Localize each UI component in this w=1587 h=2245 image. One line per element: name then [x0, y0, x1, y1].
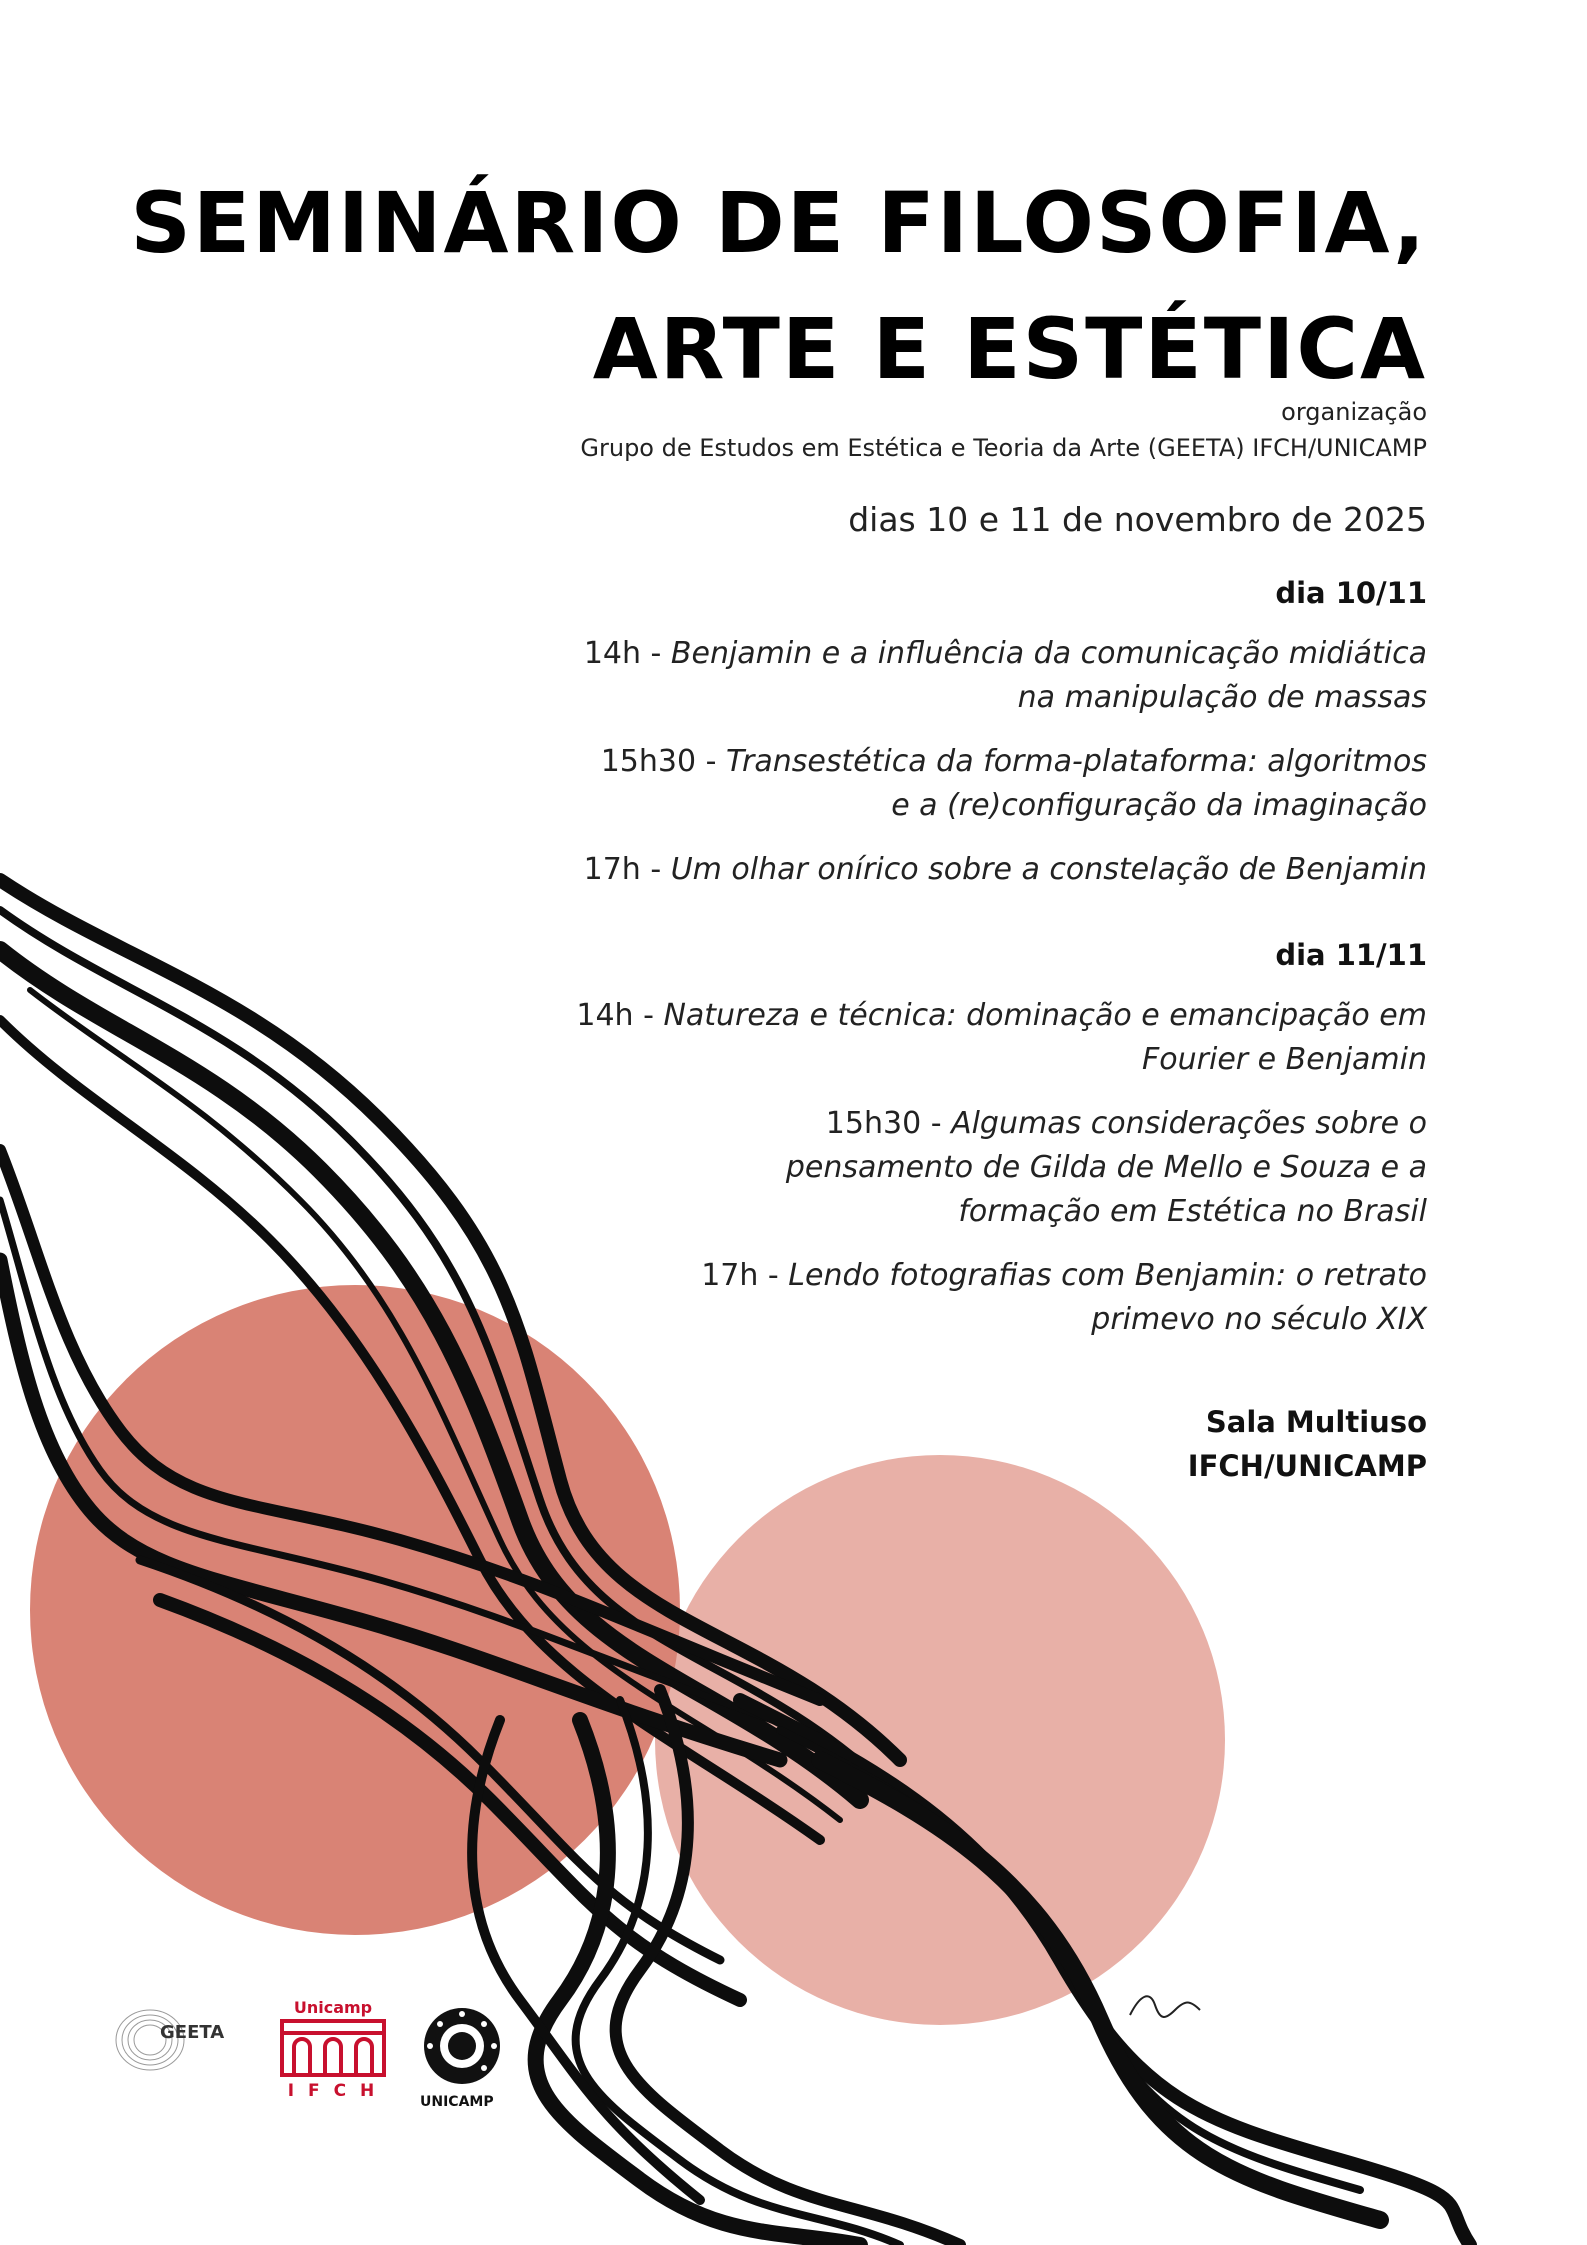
talk-title-line: na manipulação de massas	[1017, 680, 1427, 715]
organization-name: Grupo de Estudos em Estética e Teoria da Arte (GEETA) IFCH/UNICAMP	[580, 434, 1427, 462]
talk-title-line: formação em Estética no Brasil	[958, 1194, 1427, 1229]
talk-title-line: Algumas considerações sobre o	[951, 1106, 1427, 1141]
talk-time: 17h	[583, 852, 641, 887]
day-1-heading: dia 10/11	[1275, 576, 1427, 610]
ifch-logo	[278, 1998, 388, 2110]
ifch-logo-top-text: Unicamp	[293, 1998, 373, 2017]
talk-time: 14h	[583, 636, 641, 671]
ifch-logo-bottom-text: I F C H	[287, 2081, 379, 2101]
venue-room: Sala Multiuso	[1205, 1405, 1427, 1439]
talk-title-line: Um olhar onírico sobre a constelação de Benjamin	[670, 852, 1427, 887]
talk-title-line: Fourier e Benjamin	[1142, 1042, 1427, 1077]
title-line-1: SEMINÁRIO DE FILOSOFIA,	[130, 174, 1427, 272]
unicamp-logo	[420, 2004, 520, 2114]
light-pink-circle	[655, 1455, 1225, 2025]
day-2-talk-2: 15h30 - Algumas considerações sobre o pensamento de Gilda de Mello e Souza e a formação em Estética no Brasil	[785, 1106, 1427, 1229]
day-2-talk-1: 14h - Natureza e técnica: dominação e emancipação em Fourier e Benjamin	[576, 998, 1427, 1077]
event-title	[127, 160, 1427, 412]
talk-time: 17h	[701, 1258, 759, 1293]
artist-signature	[1130, 1996, 1200, 2017]
talk-title-line: Benjamin e a influência da comunicação midiática	[670, 636, 1427, 671]
venue-institute: IFCH/UNICAMP	[1187, 1449, 1427, 1483]
day-2-heading: dia 11/11	[1275, 938, 1427, 972]
geeta-logo	[108, 2004, 225, 2074]
talk-time: 15h30	[825, 1106, 922, 1141]
unicamp-emblem-icon	[420, 2004, 520, 2086]
talk-title-line: pensamento de Gilda de Mello e Souza e a	[785, 1150, 1427, 1185]
talk-time: 15h30	[600, 744, 697, 779]
talk-title-line: primevo no século XIX	[1091, 1302, 1427, 1337]
day-2-talk-3: 17h - Lendo fotografias com Benjamin: o retrato primevo no século XIX	[701, 1258, 1427, 1337]
day-1-talk-2: 15h30 - Transestética da forma-plataforma: algoritmos e a (re)configuração da imaginação	[600, 744, 1427, 823]
venue	[1188, 1400, 1427, 1488]
event-dates: dias 10 e 11 de novembro de 2025	[848, 500, 1427, 539]
organization-label: organização	[1281, 398, 1427, 426]
geeta-logo-text: GEETA	[160, 2022, 225, 2043]
talk-title-line: Lendo fotografias com Benjamin: o retrato	[788, 1258, 1427, 1293]
talk-title-line: e a (re)configuração da imaginação	[891, 788, 1427, 823]
talk-time: 14h	[576, 998, 634, 1033]
ifch-building-icon	[278, 2017, 388, 2077]
title-line-2: ARTE E ESTÉTICA	[592, 300, 1427, 398]
day-1-talk-3: 17h - Um olhar onírico sobre a constelação de Benjamin	[583, 852, 1427, 887]
unicamp-logo-text: UNICAMP	[420, 2094, 494, 2110]
day-1-talk-1: 14h - Benjamin e a influência da comunicação midiática na manipulação de massas	[583, 636, 1427, 715]
talk-title-line: Transestética da forma-plataforma: algoritmos	[726, 744, 1427, 779]
talk-title-line: Natureza e técnica: dominação e emancipação em	[663, 998, 1427, 1033]
